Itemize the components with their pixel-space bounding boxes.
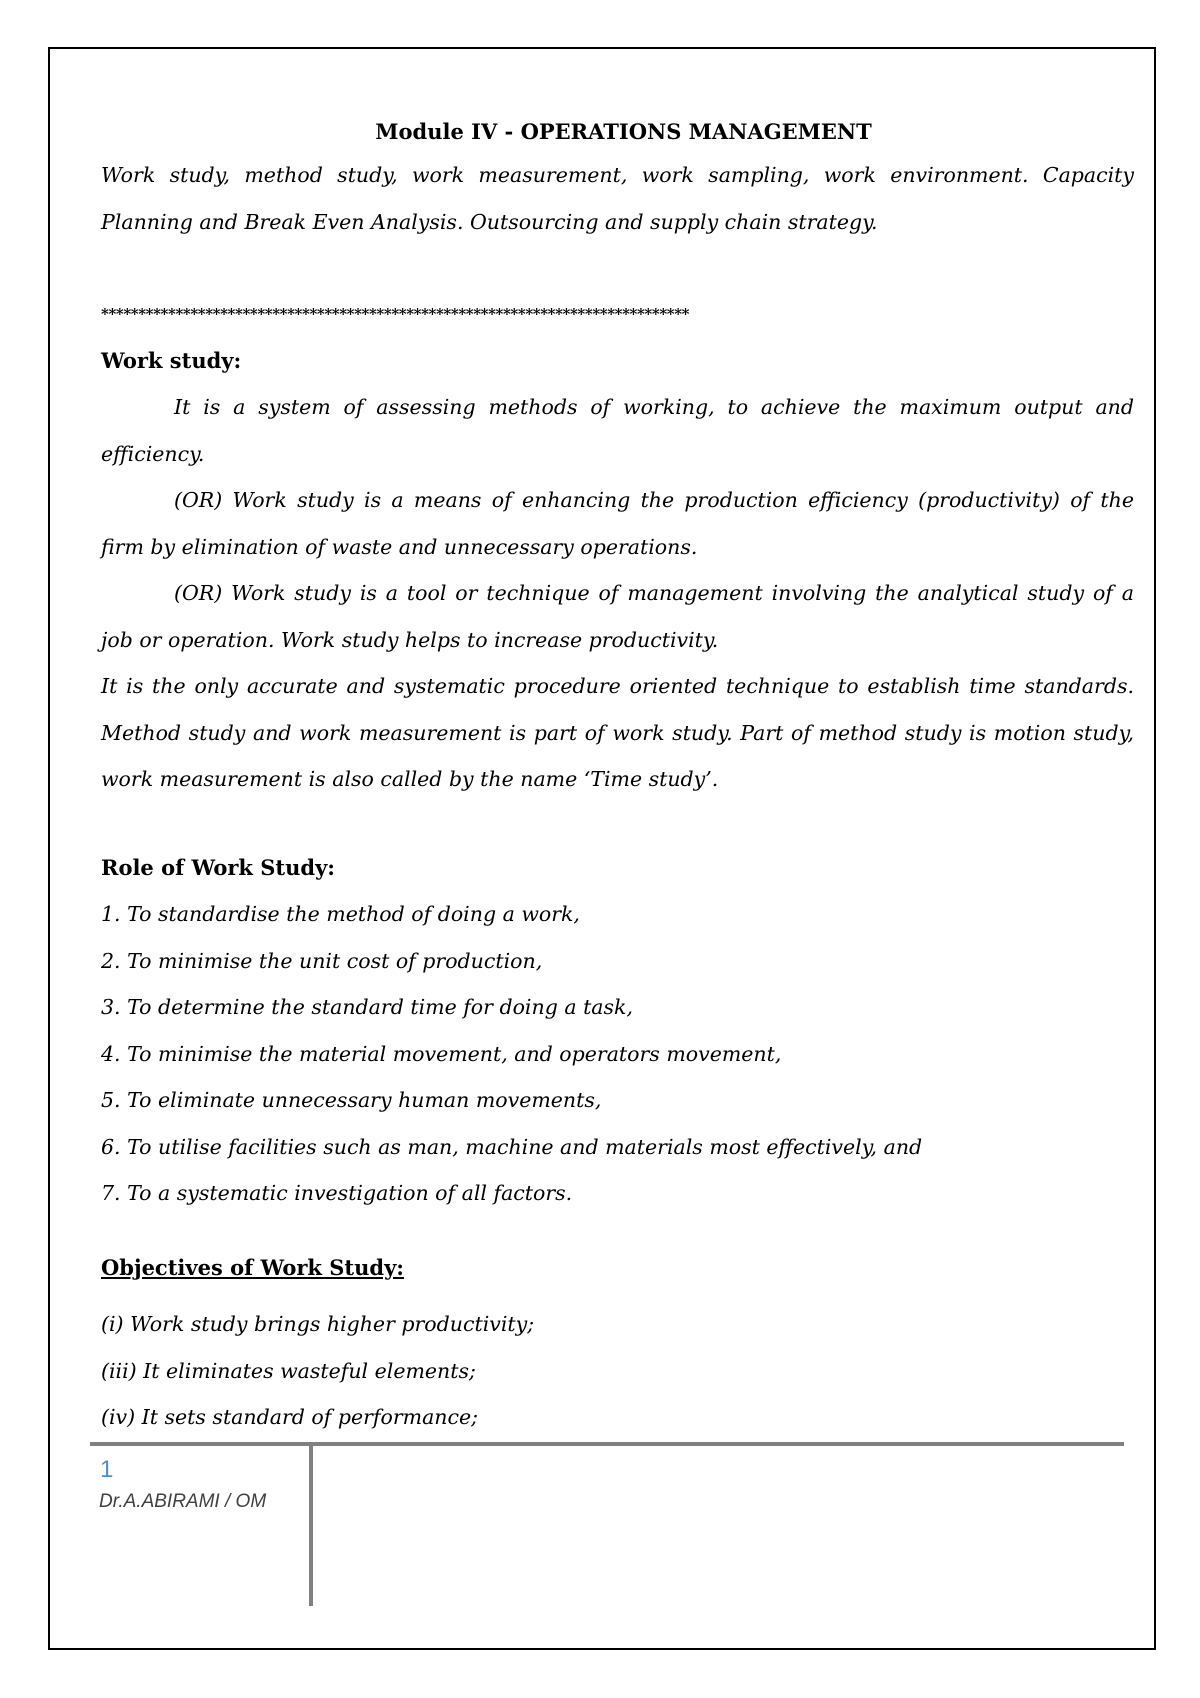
work-study-definition-4: It is the only accurate and systematic procedure oriented technique to establish time standards. Method study and work measurement is part of work study. Part of method study is motion study, work measurement is also called by the name ‘Time study’. <box>101 674 1134 791</box>
list-item: 6. To utilise facilities such as man, machine and materials most effectively, and <box>101 1134 923 1159</box>
spacer <box>101 1217 1134 1245</box>
objectives-heading: Objectives of Work Study: <box>101 1254 405 1280</box>
separator-line: ******************************************************************************* <box>101 305 690 323</box>
list-item: 1. To standardise the method of doing a work, <box>101 902 580 926</box>
list-item: (iii) It eliminates wasteful elements; <box>101 1358 476 1383</box>
work-study-definition-3: (OR) Work study is a tool or technique of management involving the analytical study of a job or operation. Work study helps to increase productivity. <box>101 581 1134 652</box>
spacer <box>101 245 1134 291</box>
footer-vertical-divider <box>309 1446 313 1606</box>
footer-author: Dr.A.ABIRAMI / OM <box>99 1491 267 1512</box>
work-study-heading: Work study: <box>101 347 242 373</box>
list-item: (i) Work study brings higher productivity; <box>101 1312 535 1336</box>
spacer <box>101 1291 1134 1301</box>
work-study-definition-1: It is a system of assessing methods of working, to achieve the maximum output and efficiency. <box>101 395 1134 466</box>
list-item: 4. To minimise the material movement, and operators movement, <box>101 1041 782 1066</box>
work-study-definition-2: (OR) Work study is a means of enhancing the production efficiency (productivity) of the firm by elimination of waste and unnecessary operations. <box>101 488 1134 559</box>
syllabus-text: Work study, method study, work measurement, work sampling, work environment. Capacity Planning and Break Even Analysis. Outsourcing and supply chain strategy. <box>101 163 1134 234</box>
page-title: Module IV - OPERATIONS MANAGEMENT <box>375 119 872 144</box>
page-number: 1 <box>100 1456 114 1483</box>
role-heading: Role of Work Study: <box>101 854 336 880</box>
list-item: 5. To eliminate unnecessary human movements, <box>101 1088 602 1112</box>
footer-divider <box>90 1442 1124 1446</box>
list-item: 2. To minimise the unit cost of production, <box>101 948 543 973</box>
list-item: (iv) It sets standard of performance; <box>101 1405 479 1429</box>
spacer <box>101 803 1134 845</box>
list-item: 3. To determine the standard time for doing a task, <box>101 995 633 1019</box>
document-body <box>101 112 1134 1441</box>
list-item: 7. To a systematic investigation of all factors. <box>101 1181 573 1205</box>
